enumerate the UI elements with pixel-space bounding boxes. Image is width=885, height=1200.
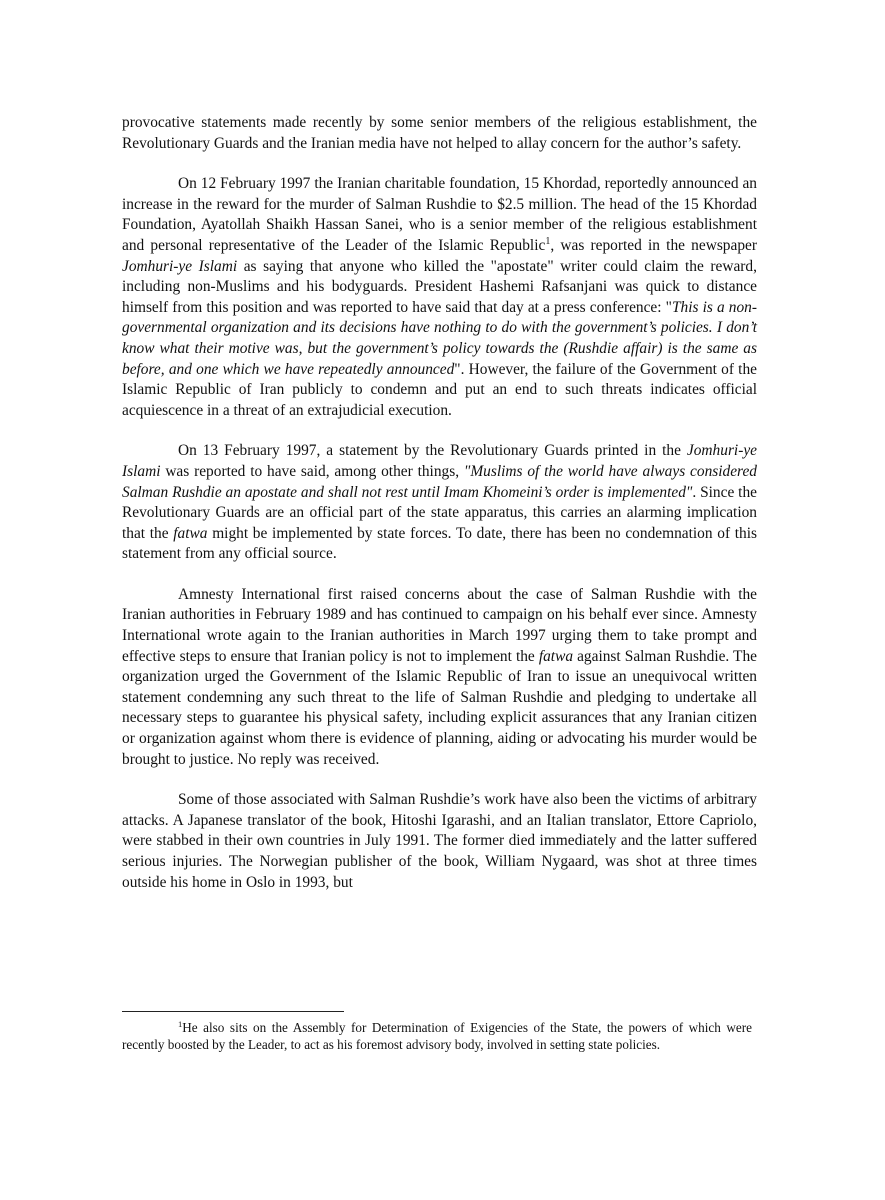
paragraph-text: On 13 February 1997, a statement by the Revolutionary Guards printed in the: [178, 442, 687, 460]
footnote-text: He also sits on the Assembly for Determination of Exigencies of the State, the powers of which were recently boosted by the Leader, to act as his foremost advisory body, involved in setting state policies.: [122, 1020, 752, 1052]
paragraph-text: was reported to have said, among other things,: [160, 462, 464, 480]
footnote-reference: 1: [545, 235, 551, 247]
footnote: [122, 1019, 752, 1053]
quotation: This is a non-governmental organization and its decisions have nothing to do with the government’s policies. I don’t know what their motive was, but the government’s policy towards the (Rushdie affair) is the same as before, and one which we have repeatedly announced: [122, 298, 757, 378]
paragraph-text: ". However, the failure of the Government of the Islamic Republic of Iran publicly to condemn and put an end to such threats indicates official acquiescence in a threat of an extrajudicial execution.: [122, 360, 757, 419]
paragraph-text: Amnesty International first raised concerns about the case of Salman Rushdie with the Iranian authorities in February 1989 and has continued to campaign on his behalf ever since. Amnesty International wrote again to the Iranian authorities in March 1997 urging them to take prompt and effective steps to ensure that Iranian policy is not to implement the: [122, 585, 757, 665]
paragraph-text: might be implemented by state forces. To date, there has been no condemnation of this statement from any official source.: [122, 524, 757, 563]
fatwa-term: fatwa: [173, 524, 208, 542]
footnote-marker: 1: [178, 1019, 183, 1029]
paragraph-text: , was reported in the newspaper: [550, 236, 757, 254]
paragraph-text: against Salman Rushdie. The organization urged the Government of the Islamic Republic of Iran to issue an unequivocal written statement condemning any such threat to the life of Salman Rushdie and pledging to undertake all necessary steps to guarantee his physical safety, including explicit assurances that any Iranian citizen or organization against whom there is evidence of planning, aiding or advocating his murder would be brought to justice. No reply was received.: [122, 647, 757, 768]
paragraph-associated-victims: [122, 790, 757, 893]
paragraph-revolutionary-guards: [122, 441, 757, 565]
paragraph-text: as saying that anyone who killed the "apostate" writer could claim the reward, including non-Muslims and his bodyguards. President Hashemi Rafsanjani was quick to distance himself from this position and was reported to have said that day at a press conference: ": [122, 257, 757, 316]
document-page: [122, 113, 757, 1052]
paragraph-continuation: [122, 113, 757, 154]
paragraph-text: . Since the Revolutionary Guards are an official part of the state apparatus, this carries an alarming implication that the: [122, 483, 757, 542]
footnote-separator: [122, 1011, 344, 1012]
fatwa-term: fatwa: [538, 647, 574, 665]
paragraph-text: On 12 February 1997 the Iranian charitable foundation, 15 Khordad, reportedly announced an increase in the reward for the murder of Salman Rushdie to $2.5 million. The head of the 15 Khordad Foundation, Ayatollah Shaikh Hassan Sanei, who is a senior member of the religious establishment and personal representative of the Leader of the Islamic Republic: [122, 175, 757, 254]
newspaper-title: Jomhuri-ye Islami: [122, 257, 238, 275]
quotation: "Muslims of the world have always considered Salman Rushdie an apostate and shall not rest until Imam Khomeini’s order is implemented": [122, 462, 757, 501]
paragraph-reward-announcement: [122, 174, 757, 421]
paragraph-text: Some of those associated with Salman Rushdie’s work have also been the victims of arbitrary attacks. A Japanese translator of the book, Hitoshi Igarashi, and an Italian translator, Ettore Capriolo, were stabbed in their own countries in July 1991. The former died immediately and the latter suffered serious injuries. The Norwegian publisher of the book, William Nygaard, was shot at three times outside his home in Oslo in 1993, but: [122, 791, 757, 891]
paragraph-amnesty-concerns: [122, 585, 757, 770]
newspaper-title: Jomhuri-ye Islami: [122, 442, 757, 480]
paragraph-text: provocative statements made recently by some senior members of the religious establishment, the Revolutionary Guards and the Iranian media have not helped to allay concern for the author’s safety.: [122, 114, 757, 152]
